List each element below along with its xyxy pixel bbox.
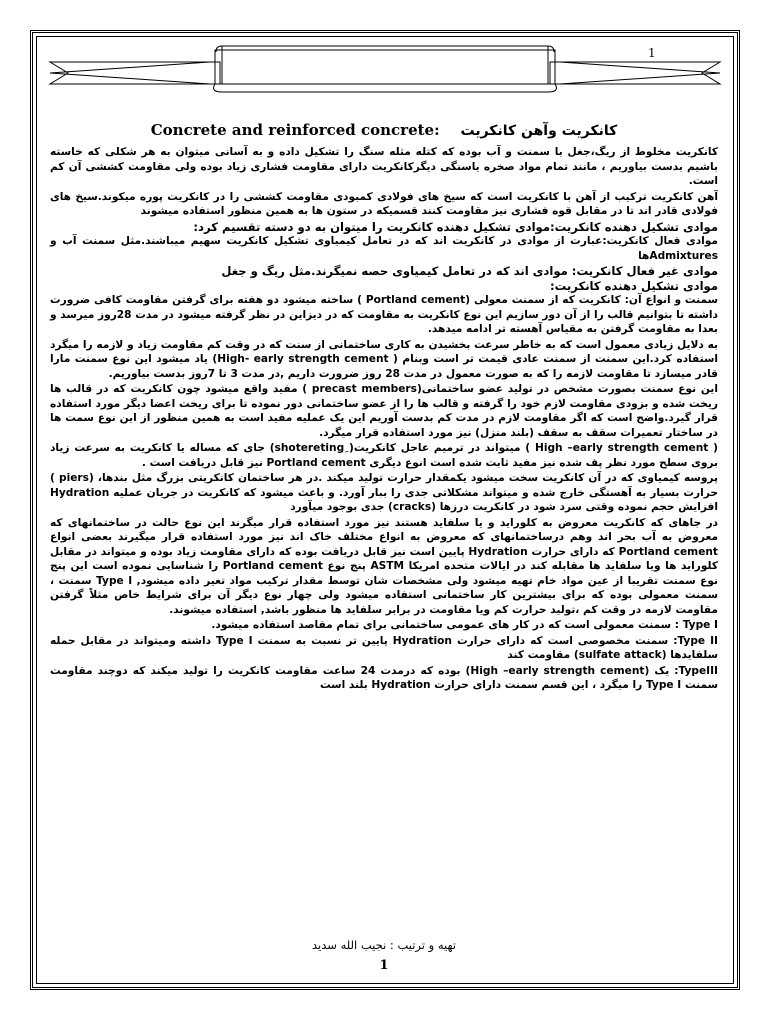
paragraph: Type I : سمنت معمولی است که در کار های عمومی ساختمانی برای تمام مقاصد استفاده میشود.: [211, 619, 718, 631]
header-scroll-ornament: [40, 42, 730, 97]
section-heading: موادی غیر فعال کانکریت: موادی اند که در تعامل کیمیاوی حصه نمیگرند.مثل ریگ و جغل: [221, 264, 718, 278]
footer-page-number: 1: [379, 958, 389, 973]
document-body: [50, 120, 718, 694]
title-english: Concrete and reinforced concrete:: [150, 121, 440, 139]
paragraph: در جاهای که کانکریت معروض به کلوراید و یا سلفاید هستند نیز مورد استفاده قرار میگرند این نوع حالت در ساختمانهای که معروض به آب بحر اند وهم درساختمانهای که معروض به انواع مختلف خاک اند نیز مورد استفاده قرار میگیرند بعضی انواع Portland cement که دارای حرارت Hydration پایین است نیز قابل دریافت بوده که دارای مقاومت زیاد بوده و میتواند در مقابل کلوراید ها ویا سلفاید ها مقابله کند در ایالات متحده امریکا ASTM پنج نوع Portland cement را شناسایی نموده است این پنج نوع سمنت تقریبا از عین مواد خام تهیه میشود ولی مشخصات شان توسط مقدار ترکیب مواد تغیر داده میشود, Type I سمنت ، سمنت معمولی بوده که برای بیشترین کار ساختمانی استفاده میشود ولی چهار نوع دیگر آن برای شرایط خاص مثلاً گرفتن مقاومت لازمه در وقت کم ،تولید حرارت کم ویا مقاومت در برابر سلفاید ها منظور باشد, استفاده میشوند.: [50, 516, 719, 616]
section-heading: موادی تشکیل دهنده کانکریت:: [549, 278, 718, 293]
paragraph: موادی فعال کانکریت:عبارت از موادی در کانکریت اند که در تعامل کیمیاوی تشکیل کانکریت سهیم میباشند.مثل سمنت آب و Admixturesها: [50, 235, 718, 262]
top-page-number: 1: [648, 46, 656, 60]
paragraph-list: [50, 145, 718, 693]
section-heading: موادی تشکیل دهنده کانکریت:موادی تشکیل دهنده کانکریت را میتوان به دو دسته تقسیم کرد:: [193, 219, 718, 234]
paragraph: ( High –early strength cement ) میتواند در ترمیم عاجل کانکریت( shoteretingِ) جای که مساله یا کانکریت به سرعت زیاد بروی سطح مورد نظر پف شده نیز مفید ثابت شده است انوع دیگری Portland cement نیز قابل دریافت است .: [50, 442, 718, 469]
title-persian: کانکریت وآهن کانکریت: [460, 123, 618, 139]
paragraph: سمنت و انواع آن: کانکریت که از سمنت معولی (Portland cement ) ساخته میشود دو هفته برای گرفتن مقاومت کافی ضرورت داشته تا بتوانیم قالب را از آن دور سازیم این نوع کانکریت به مقاومت که در دیزاین در نظر گرفته میشود در مدت 28روز میرسد و بعدا به مقاومت گرفتن به مقیاس آهسته تر ادامه میدهد.: [50, 294, 718, 335]
footer-author: تهیه و ترتیب : نجیب الله سدید: [312, 938, 456, 952]
paragraph: TypeIII: یک (High –early strength cement) بوده که درمدت 24 ساعت مقاومت کانکریت را تولید میکند که دوچند مقاومت سمنت Type I را میگرد ، این قسم سمنت دارای حرارت Hydration بلند است: [50, 664, 718, 691]
paragraph: به دلایل زیادی معمول است که به خاطر سرعت بخشیدن به کاری ساختمانی از سنت که در وقت کم مقاومت زیاد و لازمه را میگرد استفاده کرد.این سمنت از سمنت عادی قیمت تر است وبنام ( High- early strength cement) یاد میشود این نوع سمنت مارا قادر میسازد تا مقاومت لازمه را که به صورت معمول در مدت 28 روز ضرورت داریم ,در مدت 3 تا 7روز بدست بیاوریم.: [50, 338, 718, 380]
document-title: [50, 120, 718, 141]
paragraph: آهن کانکریت ترکیب از آهن با کانکریت است که سیخ های فولادی کمبودی مقاومت کششی را در کانکریت پوره میکوند.سیخ های فولادی قادر اند تا در مقابل قوه فشاری نیز مقاومت کنند قسمیکه در ستون ها به همین منظور استفاده میشوند: [50, 190, 718, 217]
paragraph: این نوع سمنت بصورت مشخص در تولید عضو ساختمانی(precast members ) مفید واقع میشود چون کانکریت که در قالب ها ریخت شده و بزودی مقاومت لازم خود را گرفته و قالب ها را از عضو ساختمانی دور نموده تا برای ریخت اعضا دیگر مورد استفاده قرار گیرد.واضح است که اگر مقاومت لازم در مدت کم بدست آوریم این یک عملیه مفید است به همین منظور از این نوع سمت ها در ساختار تعمیرات سقف به سقف (بلند منزل) نیز مورد استفاده قرار میگرد.: [50, 383, 718, 439]
paragraph: کانکریت مخلوط از ریگ،جغل با سمنت و آب بوده که کتله مثله سنگ را تشکیل داده و به آسانی میتوان به هر شکلی که خاسته باشیم بدست بیاوریم ، مانند تمام مواد صخره یاسنگی دیگرکانکریت دارای مقاومت فشاری زیاد بوده ولی مقاومت کششی آن کم است.: [50, 146, 718, 187]
paragraph: پروسه کیمیاوی که در آن کانکریت سخت میشود یکمقدار حرارت تولید میکند .در هر ساختمان کانکریتی بزرگ مثل بندها، (piers ) حرارت بسیار به آهستگی خارج شده و میتواند مشکلاتی جدی را ببار آورد. و باعث میشود که کانکریت در جریان عملیه Hydration افزایش حجم نموده وقتی سرد شود در کانکریت درزها (cracks) جدی بوجود میآورد: [50, 472, 718, 513]
paragraph: Type II: سمنت مخصوصی است که دارای حرارت Hydration پایین تر نسبت به سمنت Type I داشته ومیتواند در مقابل حمله سلفایدها (sulfate attack) مقاومت کند: [50, 634, 718, 661]
